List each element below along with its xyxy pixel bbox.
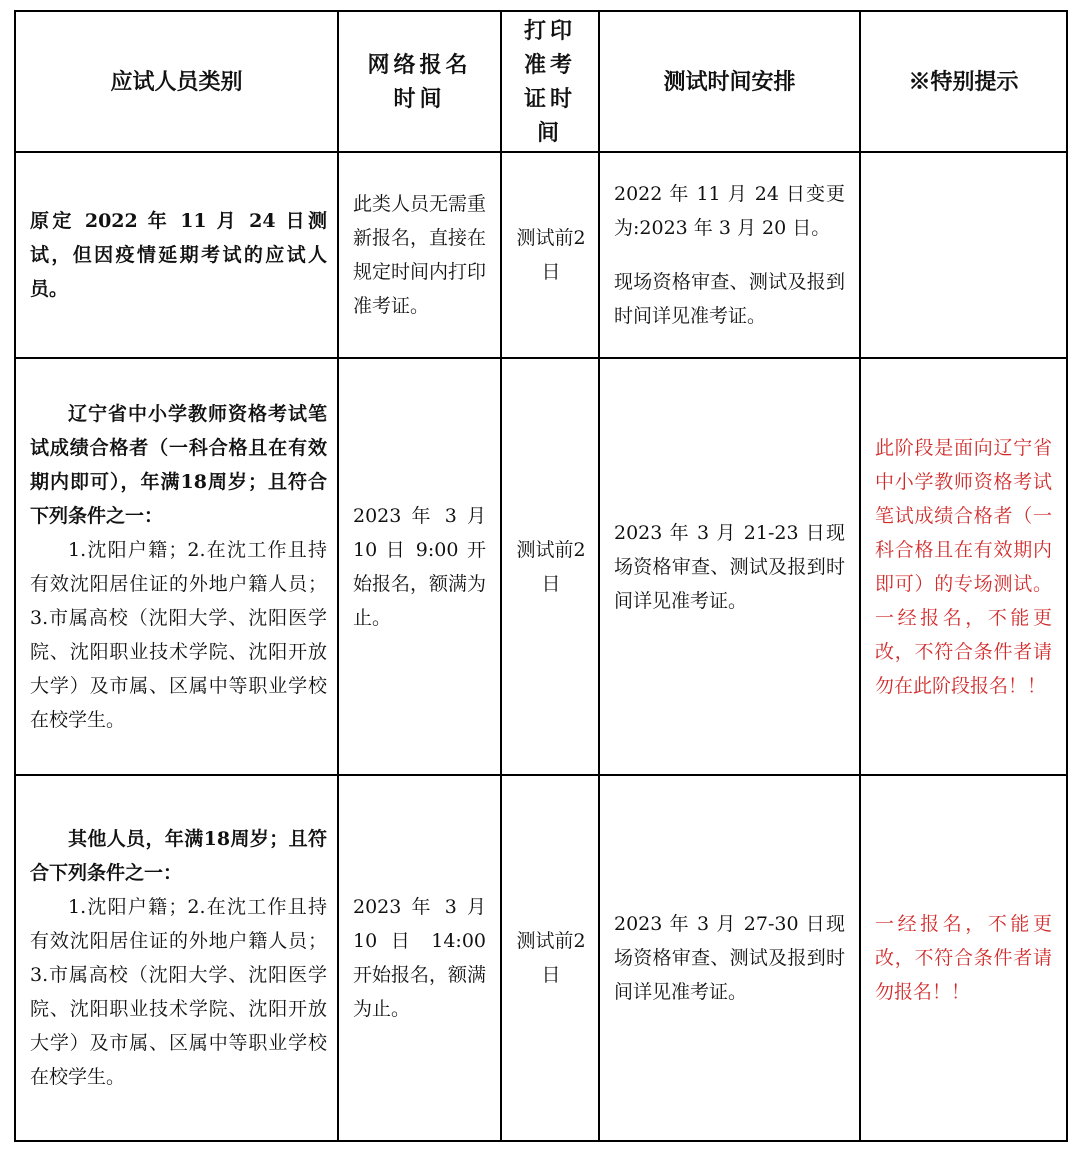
row3-print-ticket: 测试前2日 — [501, 775, 599, 1141]
header-special-notice: ※特别提示 — [860, 11, 1067, 152]
row2-register: 2023 年 3 月 10 日 9:00 开始报名，额满为止。 — [338, 358, 501, 775]
header-print-ticket-time: 打印准考证时间 — [501, 11, 599, 152]
row2-print-ticket: 测试前2日 — [501, 358, 599, 775]
row2-notice: 此阶段是面向辽宁省中小学教师资格考试笔试成绩合格者（一科合格且在有效期内即可）的专场测试。一经报名，不能更改，不符合条件者请勿在此阶段报名！！ — [860, 358, 1067, 775]
row3-schedule: 2023 年 3 月 27-30 日现场资格审查、测试及报到时间详见准考证。 — [599, 775, 860, 1141]
row1-schedule — [599, 152, 860, 358]
header-test-schedule: 测试时间安排 — [599, 11, 860, 152]
row3-category-conditions: 其他人员，年满18周岁；且符合下列条件之一： — [30, 828, 327, 884]
row1-register: 此类人员无需重新报名，直接在规定时间内打印准考证。 — [338, 152, 501, 358]
header-category: 应试人员类别 — [15, 11, 338, 152]
spacer — [614, 245, 845, 265]
header-register-time: 网络报名时间 — [338, 11, 501, 152]
table-row — [15, 775, 1067, 1141]
row2-category — [15, 358, 338, 775]
row1-print-ticket: 测试前2日 — [501, 152, 599, 358]
row3-register: 2023 年 3 月 10 日 14:00 开始报名，额满为止。 — [338, 775, 501, 1141]
row2-category-conditions: 辽宁省中小学教师资格考试笔试成绩合格者（一科合格且在有效期内即可），年满18周岁；且符合下列条件之一： — [30, 402, 327, 527]
row1-notice — [860, 152, 1067, 358]
row3-category-details: 1.沈阳户籍；2.在沈工作且持有效沈阳居住证的外地户籍人员；3.市属高校（沈阳大学、沈阳医学院、沈阳职业技术学院、沈阳开放大学）及市属、区属中等职业学校在校学生。 — [30, 896, 327, 1088]
row2-schedule: 2023 年 3 月 21-23 日现场资格审查、测试及报到时间详见准考证。 — [599, 358, 860, 775]
row1-category: 原定 2022 年 11 月 24 日测试，但因疫情延期考试的应试人员。 — [15, 152, 338, 358]
row3-category — [15, 775, 338, 1141]
table-row — [15, 358, 1067, 775]
table-header-row — [15, 11, 1067, 152]
exam-schedule-table — [14, 10, 1068, 1142]
row1-schedule-line1: 2022 年 11 月 24 日变更为:2023 年 3 月 20 日。 — [614, 183, 845, 239]
row3-notice: 一经报名，不能更改，不符合条件者请勿报名！！ — [860, 775, 1067, 1141]
row1-schedule-line2: 现场资格审查、测试及报到时间详见准考证。 — [614, 271, 845, 327]
row2-category-details: 1.沈阳户籍；2.在沈工作且持有效沈阳居住证的外地户籍人员；3.市属高校（沈阳大学、沈阳医学院、沈阳职业技术学院、沈阳开放大学）及市属、区属中等职业学校在校学生。 — [30, 538, 327, 731]
table-row — [15, 152, 1067, 358]
